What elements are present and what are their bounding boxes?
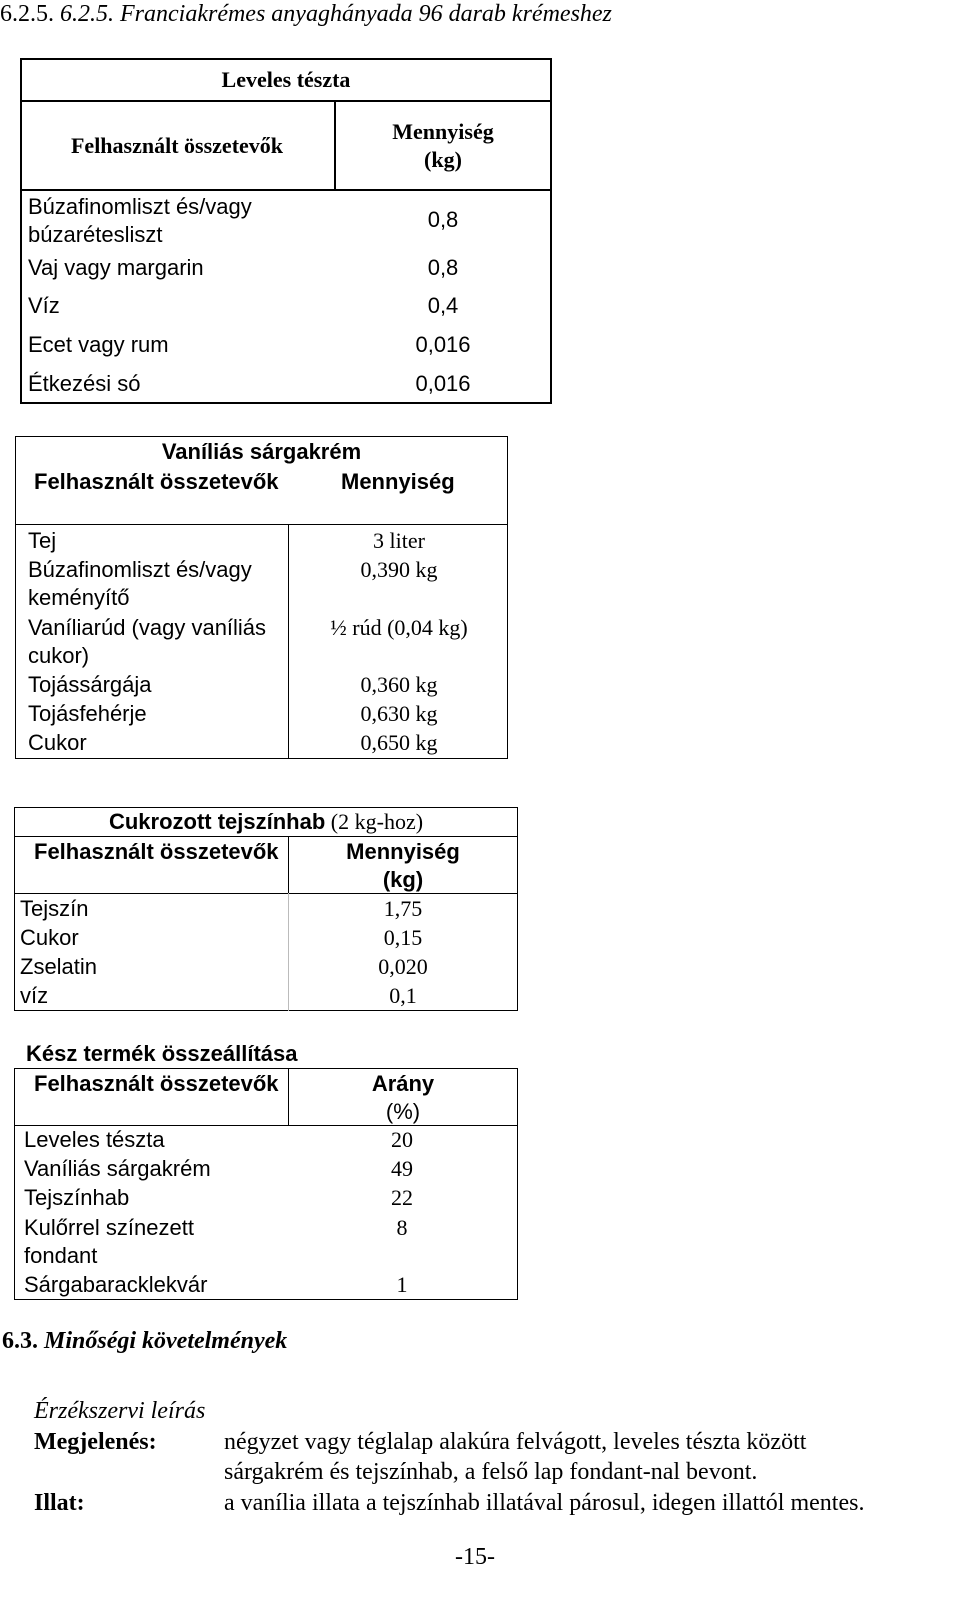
page-number: -15- [455,1544,495,1570]
quality-label-smell: Illat: [34,1490,85,1516]
vanilias-row-name: keményítő [28,585,130,610]
kesz-title: Kész termék összeállítása [26,1041,298,1066]
vanilias-row-qty: ½ rúd (0,04 kg) [330,615,468,640]
quality-label-appearance: Megjelenés: [34,1429,157,1455]
quality-heading-text: Minőségi követelmények [44,1328,288,1354]
vanilias-col-qty: Mennyiség [341,469,455,494]
kesz-row-name: Tejszínhab [24,1185,130,1210]
tejszinhab-title-rest: (2 kg-hoz) [325,809,424,834]
vanilias-row-name: Búzafinomliszt és/vagy [28,557,252,582]
quality-subheading: Érzékszervi leírás [34,1398,206,1424]
vanilias-row-qty: 0,650 kg [360,730,438,755]
vanilias-row-qty: 0,360 kg [360,672,438,697]
kesz-row-value: 49 [391,1156,413,1181]
kesz-col-ratio: Arány [371,1071,435,1096]
leveles-row-name: Vaj vagy margarin [28,255,204,280]
tejszinhab-col-ingredient: Felhasznált összetevők [34,839,279,864]
tejszinhab-row-name: Cukor [20,925,79,950]
tejszinhab-col-divider [288,893,289,1011]
leveles-col-ingredient: Felhasznált összetevők [70,133,284,158]
tejszinhab-col-qty-unit: (kg) [382,867,424,892]
kesz-col-ratio-unit: (%) [385,1099,421,1124]
tejszinhab-row-qty: 0,15 [383,925,423,950]
leveles-row-name: Víz [28,293,60,318]
tejszinhab-title [14,808,518,836]
vanilias-col-divider [288,524,289,759]
section-title-text: 6.2.5. Franciakrémes anyaghányada 96 darab krémeshez [60,1,612,27]
leveles-col-qty: Mennyiség [392,119,494,144]
vanilias-row-qty: 0,630 kg [360,701,438,726]
tejszinhab-divider [14,836,518,837]
kesz-row-name: Vaníliás sárgakrém [24,1156,211,1181]
kesz-row-name: Kulőrrel színezett [24,1215,194,1240]
tejszinhab-row-name: Zselatin [20,954,98,979]
section-title [0,0,612,28]
tejszinhab-row-qty: 1,75 [383,896,423,921]
tejszinhab-title-bold: Cukrozott tejszínhab [108,809,326,834]
leveles-row-name: Étkezési só [28,371,141,396]
leveles-row-name: Búzafinomliszt és/vagy [28,194,252,219]
leveles-row-qty: 0,4 [427,293,459,318]
kesz-row-value: 8 [396,1215,408,1240]
leveles-divider [20,189,552,191]
tejszinhab-col-qty: Mennyiség [346,839,460,864]
vanilias-row-qty: 0,390 kg [360,557,438,582]
leveles-row-qty: 0,016 [415,332,471,357]
kesz-col-ingredient: Felhasznált összetevők [34,1071,279,1096]
quality-heading [2,1327,287,1355]
vanilias-row-qty: 3 liter [373,528,425,553]
tejszinhab-row-qty: 0,1 [389,983,417,1008]
kesz-col-divider [288,1068,289,1125]
leveles-title: Leveles tészta [221,67,351,92]
vanilias-row-name: Tej [28,528,57,553]
vanilias-row-name: cukor) [28,643,90,668]
vanilias-row-name: Cukor [28,730,87,755]
tejszinhab-row-name: Tejszín [20,896,89,921]
vanilias-col-ingredient: Felhasznált összetevők [34,469,279,494]
kesz-row-value: 20 [391,1127,413,1152]
kesz-row-name: fondant [24,1243,98,1268]
quality-text-appearance: négyzet vagy téglalap alakúra felvágott, leveles tészta között [224,1429,807,1455]
leveles-divider [20,100,552,102]
kesz-row-value: 22 [391,1185,413,1210]
kesz-row-value: 1 [396,1272,408,1297]
kesz-row-name: Sárgabaracklekvár [24,1272,208,1297]
quality-text-appearance: sárgakrém és tejszínhab, a felső lap fondant-nal bevont. [224,1459,758,1485]
leveles-row-qty: 0,8 [427,255,459,280]
tejszinhab-col-divider [288,836,289,893]
kesz-row-name: Leveles tészta [24,1127,165,1152]
vanilias-title: Vaníliás sárgakrém [161,439,362,464]
section-number: 6.2.5. [0,1,60,27]
leveles-row-qty: 0,8 [427,207,459,232]
tejszinhab-row-name: víz [20,983,49,1008]
leveles-row-name: Ecet vagy rum [28,332,169,357]
vanilias-divider [15,524,508,525]
vanilias-row-name: Vaníliarúd (vagy vaníliás [28,615,267,640]
vanilias-row-name: Tojásfehérje [28,701,147,726]
quality-heading-num: 6.3. [2,1328,38,1354]
leveles-row-qty: 0,016 [415,371,471,396]
leveles-col-qty-unit: (kg) [424,147,462,172]
leveles-row-name: búzarétesliszt [28,222,163,247]
vanilias-row-name: Tojássárgája [28,672,152,697]
tejszinhab-row-qty: 0,020 [378,954,428,979]
quality-text-smell: a vanília illata a tejszínhab illatával párosul, idegen illattól mentes. [224,1490,865,1516]
